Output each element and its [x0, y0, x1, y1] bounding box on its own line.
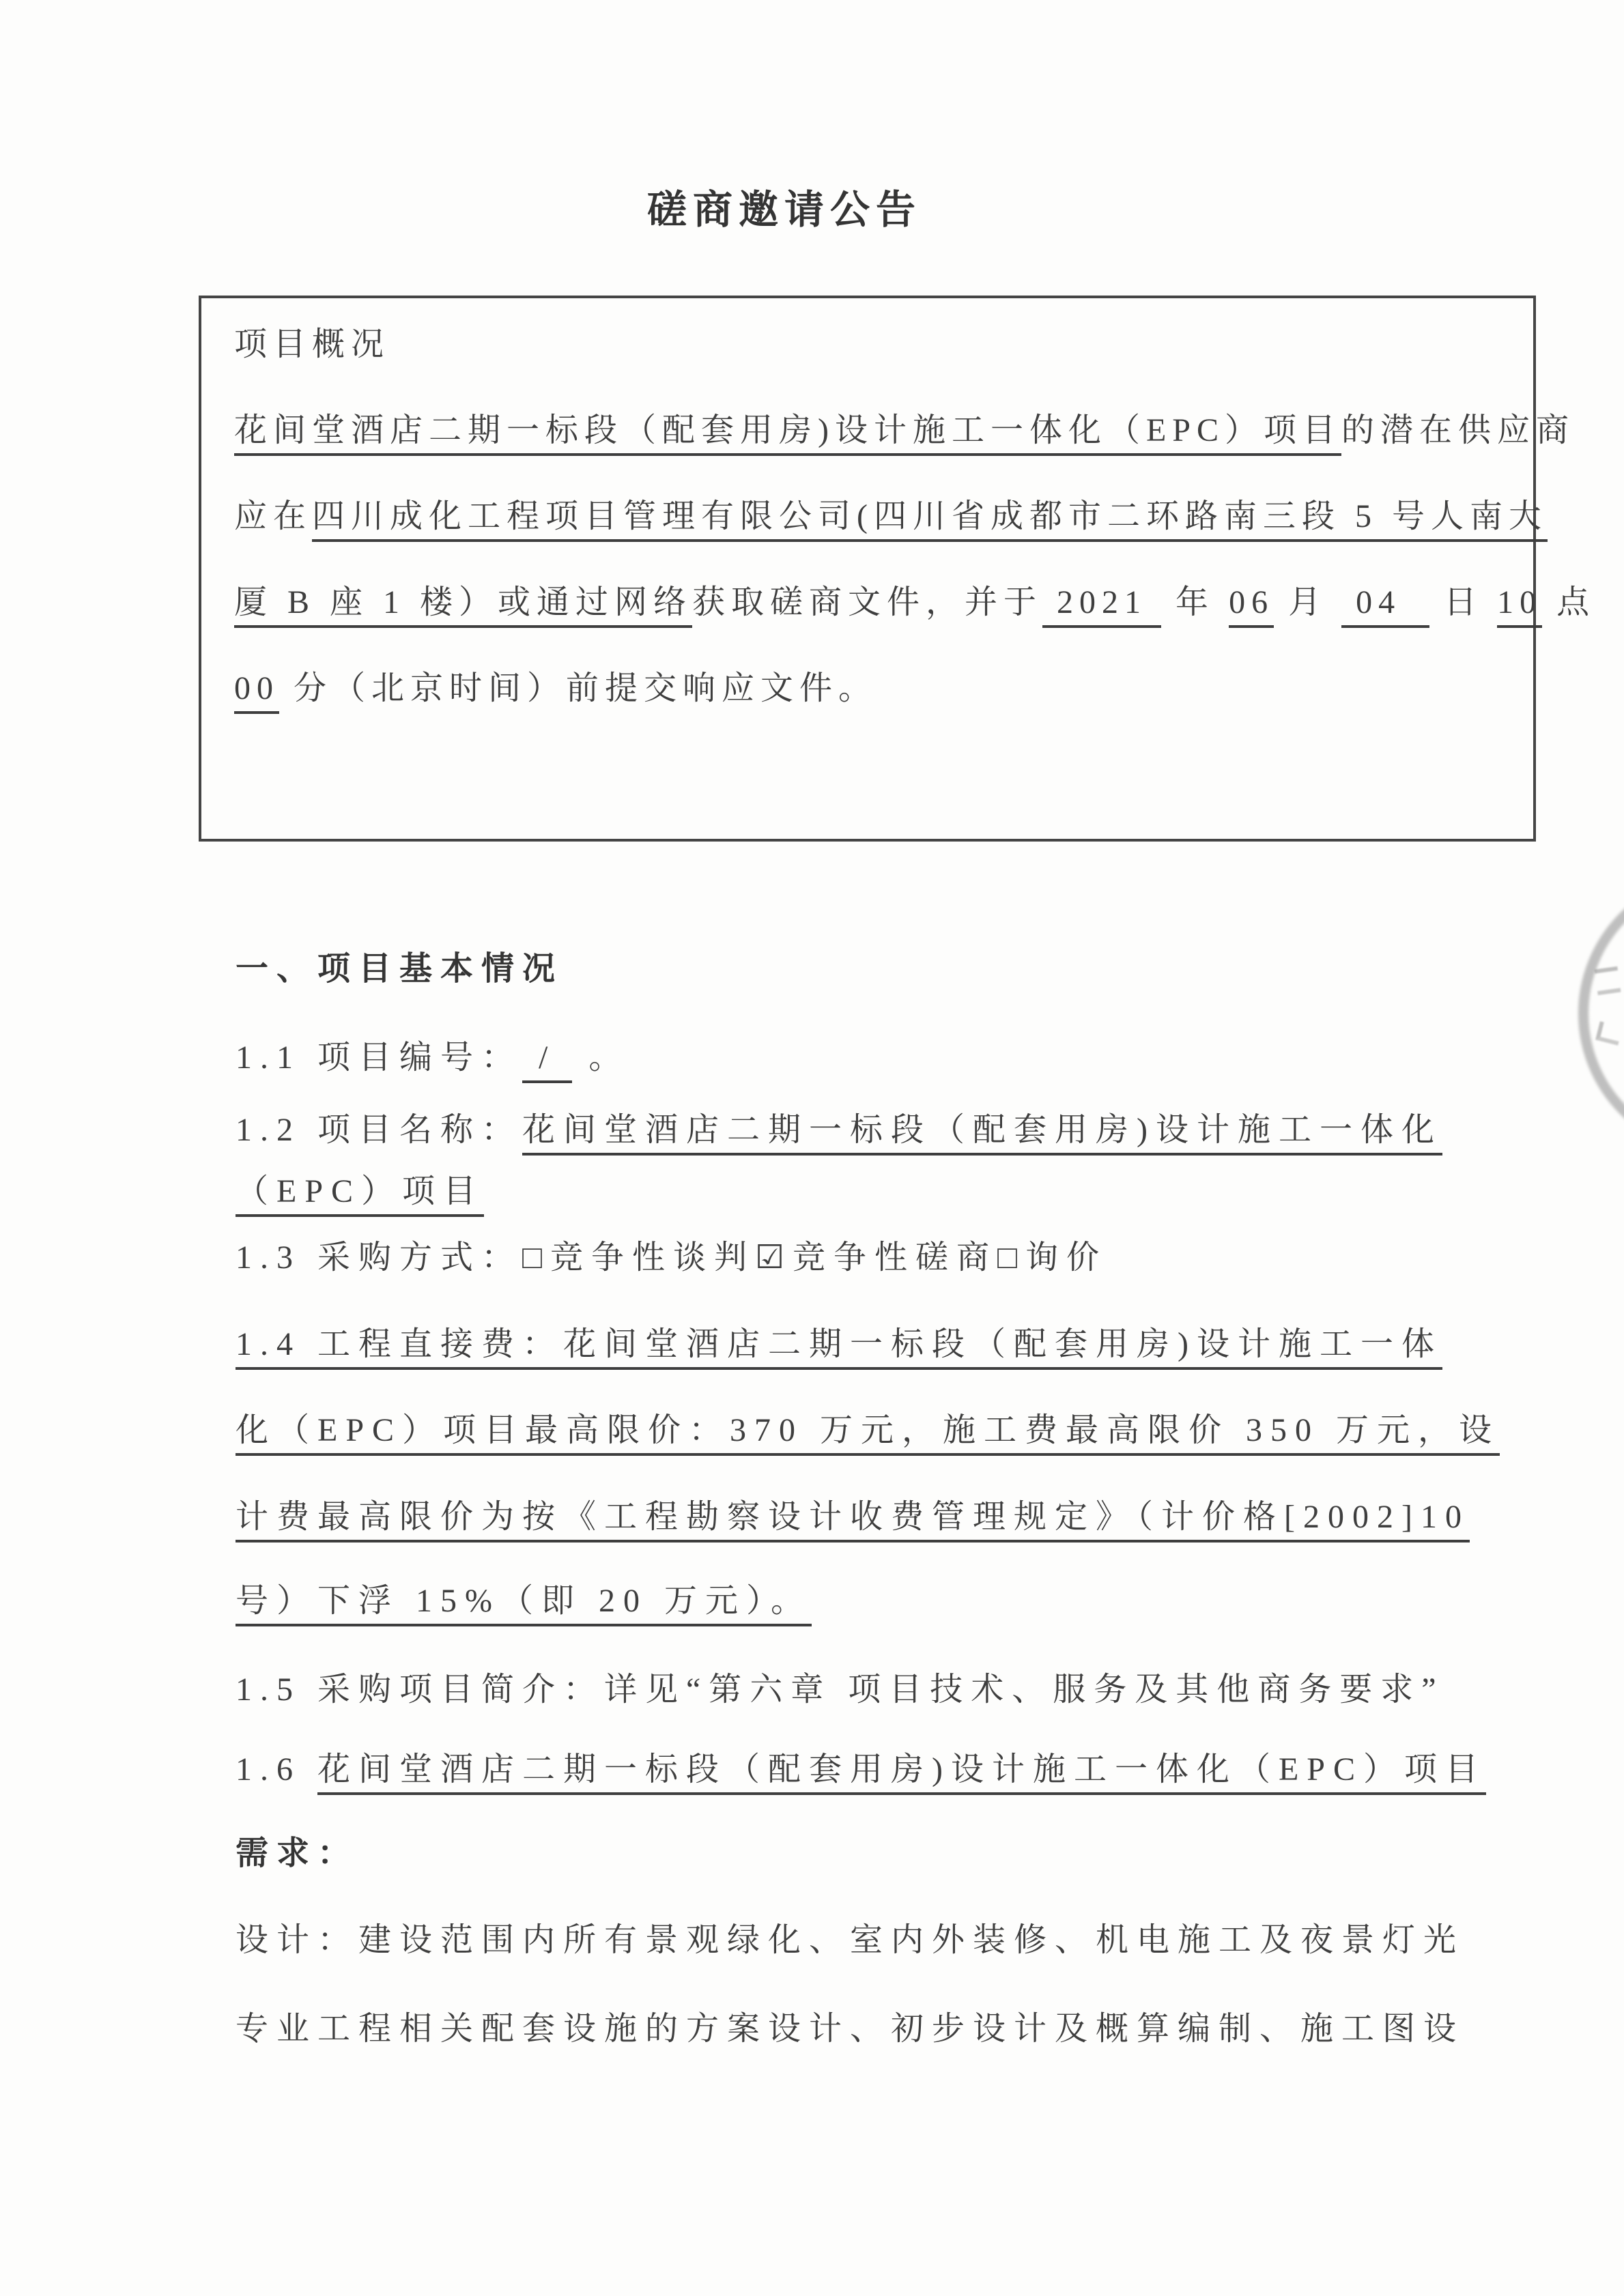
text-line — [236, 1039, 1546, 1077]
text-segment: 月 — [1274, 584, 1342, 620]
underlined-text: 00 — [234, 670, 279, 714]
text-line — [236, 1239, 1546, 1277]
text-segment: 的潜在供应商 — [1341, 412, 1576, 448]
text-segment: 1.2 项目名称： — [236, 1112, 523, 1148]
project-overview-box — [199, 296, 1596, 842]
text-line — [236, 1671, 1546, 1709]
text-line — [236, 1582, 1546, 1620]
text-line — [234, 670, 1520, 708]
underlined-text: （EPC）项目 — [236, 1173, 484, 1217]
overview-lines — [234, 412, 1596, 708]
text-segment: 专业工程相关配套设施的方案设计、初步设计及概算编制、施工图设 — [236, 2011, 1465, 2047]
text-segment: 分（北京时间）前提交响应文件。 — [279, 670, 878, 706]
underlined-text: 花间堂酒店二期一标段（配套用房)设计施工一体化 — [522, 1112, 1442, 1156]
text-segment: 。 — [572, 1039, 630, 1076]
text-line — [236, 1921, 1546, 1960]
underlined-text: / — [522, 1039, 572, 1083]
text-line — [236, 1111, 1546, 1149]
underlined-text: 06 — [1229, 584, 1274, 628]
underlined-text: 号）下浮 15%（即 20 万元）。 — [236, 1583, 812, 1626]
page-title: 磋商邀请公告 — [647, 188, 922, 232]
text-segment: 点 — [1542, 584, 1596, 620]
text-segment: 年 — [1161, 584, 1229, 620]
text-line — [234, 412, 1576, 450]
text-line — [236, 1325, 1546, 1364]
underlined-text: 04 — [1341, 584, 1429, 628]
underlined-text: 四川成化工程项目管理有限公司(四川省成都市二环路南三段 5 号人南大 — [312, 498, 1548, 542]
underlined-text: 厦 B 座 1 楼）或通过网络 — [234, 584, 692, 628]
underlined-text: 计费最高限价为按《工程勘察设计收费管理规定》（计价格[2002]10 — [236, 1499, 1470, 1542]
underlined-text: 花间堂酒店二期一标段（配套用房)设计施工一体化（EPC）项目 — [234, 412, 1341, 456]
text-segment: 1.5 采购项目简介：详见“第六章 项目技术、服务及其他商务要求” — [236, 1671, 1444, 1708]
underlined-text: 1.4 工程直接费：花间堂酒店二期一标段（配套用房)设计施工一体 — [236, 1326, 1442, 1370]
underlined-text: 10 — [1497, 584, 1542, 628]
text-segment: 日 — [1429, 584, 1498, 620]
text-segment: 获取磋商文件，并于 — [692, 584, 1043, 620]
seal-stamp-arc — [1578, 872, 1624, 1156]
underlined-text: 花间堂酒店二期一标段（配套用房)设计施工一体化（EPC）项目 — [317, 1751, 1486, 1795]
text-segment: 1.6 — [236, 1751, 317, 1788]
text-line — [236, 1751, 1546, 1789]
text-segment: 需求： — [236, 1835, 359, 1871]
text-line — [236, 1411, 1546, 1450]
text-line — [236, 1835, 1546, 1873]
text-line — [234, 584, 1596, 622]
underlined-text: 化（EPC）项目最高限价：370 万元，施工费最高限价 350 万元，设 — [236, 1412, 1500, 1456]
underlined-text: 2021 — [1042, 584, 1161, 628]
text-line — [236, 2010, 1546, 2048]
text-line — [236, 1498, 1546, 1536]
text-segment: 1.3 采购方式：□竞争性谈判☑竞争性磋商□询价 — [236, 1239, 1108, 1276]
document-body — [236, 950, 1546, 2048]
text-line — [236, 950, 1546, 988]
text-segment: 应在 — [234, 498, 313, 534]
text-line — [234, 498, 1548, 536]
seal-stamp-mark — [1595, 966, 1621, 995]
text-line — [236, 1173, 1546, 1211]
text-segment: 1.1 项目编号： — [236, 1039, 523, 1076]
text-segment: 设计：建设范围内所有景观绿化、室内外装修、机电施工及夜景灯光 — [236, 1922, 1465, 1958]
text-segment: 一、项目基本情况 — [236, 951, 564, 987]
overview-heading: 项目概况 — [234, 326, 390, 362]
